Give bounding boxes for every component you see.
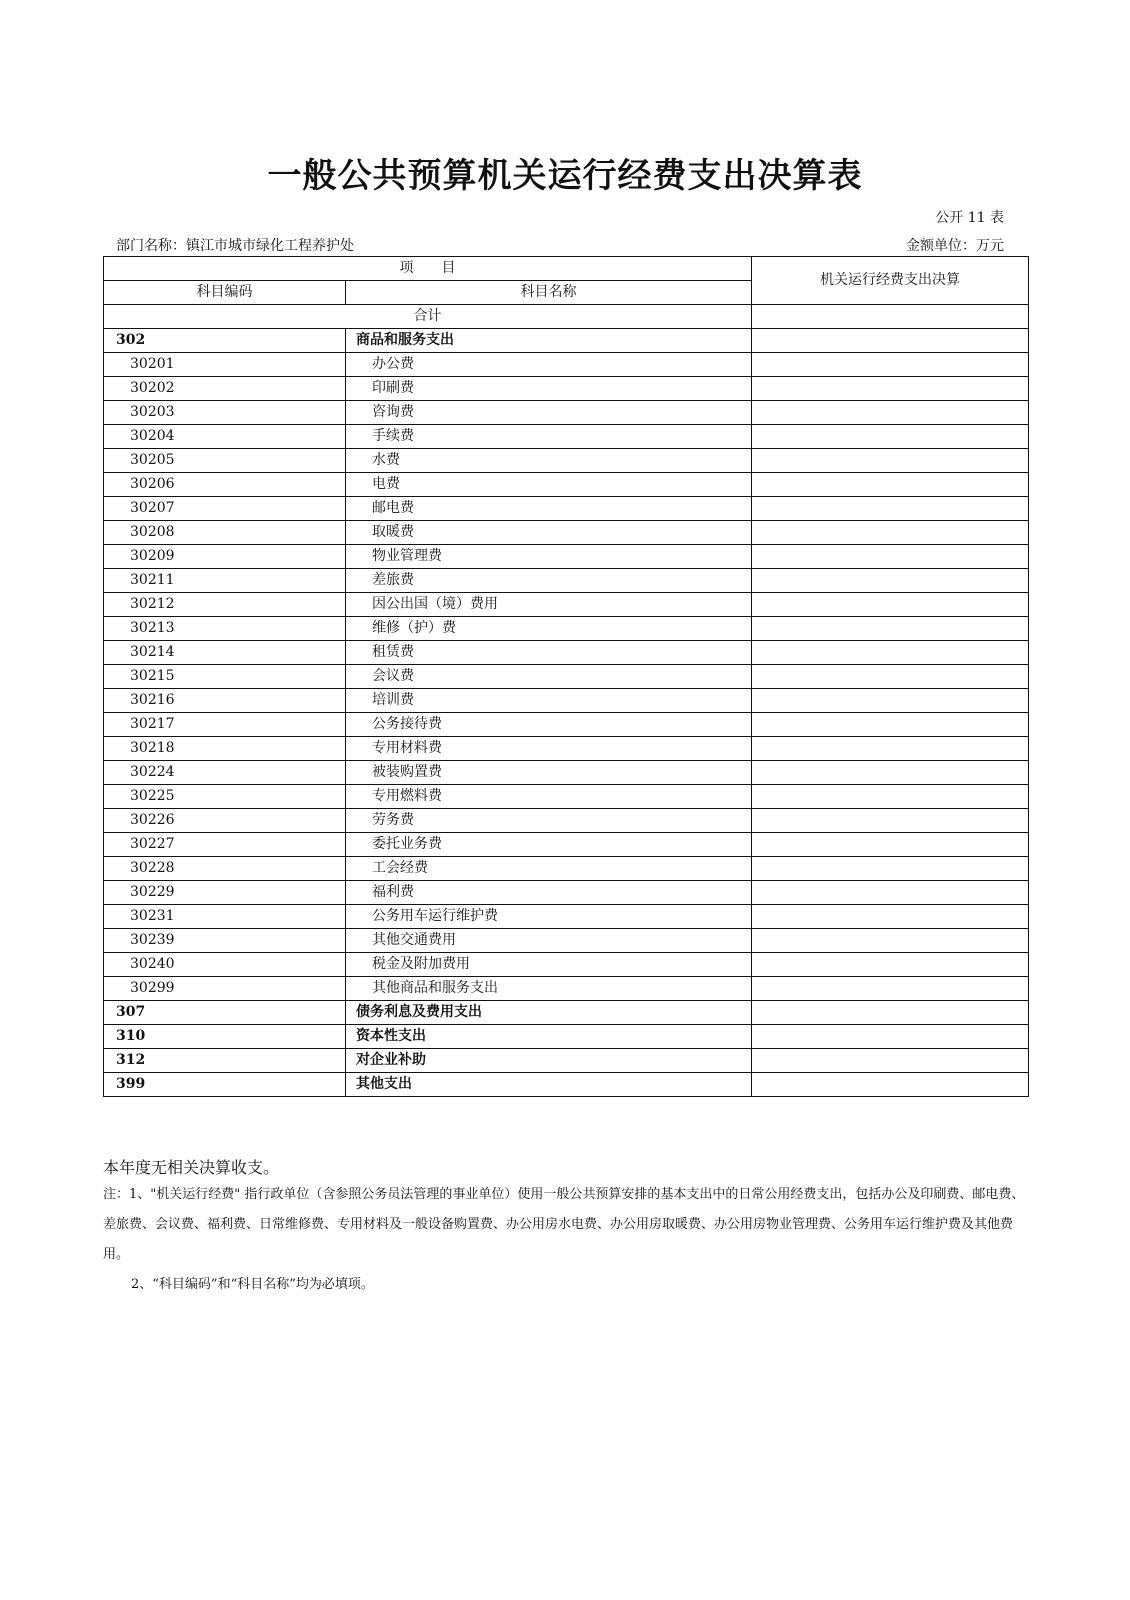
subject-name: 其他交通费用 [346,929,752,953]
table-row [104,881,1029,905]
table-row [104,929,1029,953]
table-row [104,569,1029,593]
subject-code: 30208 [104,521,346,545]
subject-code: 30211 [104,569,346,593]
subject-code: 30201 [104,353,346,377]
amount-cell [752,1073,1029,1097]
subject-code: 30227 [104,833,346,857]
amount-cell [752,761,1029,785]
subject-name: 电费 [346,473,752,497]
subject-code: 307 [104,1001,346,1025]
note-1: 注：1、"机关运行经费" 指行政单位（含参照公务员法管理的事业单位）使用一般公共预算安排的基本支出中的日常公用经费支出，包括办公及印刷费、邮电费、差旅费、会议费、福利费、日常维修费、专用材料及一般设备购置费、办公用房水电费、办公用房取暖费、办公用房物业管理费、公务用车运行维护费及其他费用。 [103,1187,1025,1262]
subject-name: 福利费 [346,881,752,905]
table-row [104,833,1029,857]
department-name: 部门名称：镇江市城市绿化工程养护处 [116,238,354,254]
subject-code: 30218 [104,737,346,761]
subject-code: 30240 [104,953,346,977]
amount-cell [752,329,1029,353]
amount-cell [752,593,1029,617]
amount-cell [752,617,1029,641]
subject-code: 30203 [104,401,346,425]
subject-name: 水费 [346,449,752,473]
table-row [104,713,1029,737]
amount-cell [752,497,1029,521]
form-number: 公开 11 表 [935,210,1004,226]
table-row [104,521,1029,545]
expenditure-table [103,256,1029,1097]
subject-code: 310 [104,1025,346,1049]
subject-name: 培训费 [346,689,752,713]
table-row [104,785,1029,809]
header-code: 科目编码 [104,281,346,305]
subject-code: 30225 [104,785,346,809]
table-row [104,353,1029,377]
table-row [104,473,1029,497]
subject-code: 30202 [104,377,346,401]
header-item: 项 目 [104,257,752,281]
subject-name: 因公出国（境）费用 [346,593,752,617]
table-row [104,977,1029,1001]
subject-name: 维修（护）费 [346,617,752,641]
subject-code: 30214 [104,641,346,665]
amount-cell [752,689,1029,713]
amount-cell [752,377,1029,401]
subject-name: 商品和服务支出 [346,329,752,353]
total-amount [752,305,1029,329]
subject-code: 30209 [104,545,346,569]
table-row [104,1025,1029,1049]
amount-cell [752,665,1029,689]
subject-name: 税金及附加费用 [346,953,752,977]
note-2: 2、“科目编码”和“科目名称”均为必填项。 [131,1277,374,1292]
page-title: 一般公共预算机关运行经费支出决算表 [267,156,863,196]
subject-code: 30229 [104,881,346,905]
table-row [104,1001,1029,1025]
amount-cell [752,641,1029,665]
amount-cell [752,1025,1029,1049]
amount-cell [752,1001,1029,1025]
subject-name: 印刷费 [346,377,752,401]
no-data-statement: 本年度无相关决算收支。 [103,1158,280,1177]
subject-code: 30224 [104,761,346,785]
subject-code: 30215 [104,665,346,689]
subject-name: 租赁费 [346,641,752,665]
amount-cell [752,881,1029,905]
subject-code: 30206 [104,473,346,497]
amount-cell [752,521,1029,545]
table-row [104,641,1029,665]
subject-name: 差旅费 [346,569,752,593]
subject-name: 专用燃料费 [346,785,752,809]
subject-name: 债务利息及费用支出 [346,1001,752,1025]
subject-name: 办公费 [346,353,752,377]
subject-code: 312 [104,1049,346,1073]
subject-name: 被装购置费 [346,761,752,785]
subject-name: 对企业补助 [346,1049,752,1073]
table-row [104,1073,1029,1097]
total-label: 合计 [104,305,752,329]
table-row [104,953,1029,977]
subject-name: 咨询费 [346,401,752,425]
amount-cell [752,401,1029,425]
amount-cell [752,449,1029,473]
subject-name: 手续费 [346,425,752,449]
subject-name: 物业管理费 [346,545,752,569]
table-row [104,497,1029,521]
table-row [104,377,1029,401]
table-row [104,689,1029,713]
subject-name: 公务用车运行维护费 [346,905,752,929]
subject-code: 30299 [104,977,346,1001]
subject-code: 30204 [104,425,346,449]
table-row [104,449,1029,473]
table-row [104,809,1029,833]
table-row [104,401,1029,425]
subject-code: 30228 [104,857,346,881]
subject-code: 30213 [104,617,346,641]
subject-name: 工会经费 [346,857,752,881]
subject-name: 专用材料费 [346,737,752,761]
table-row [104,1049,1029,1073]
subject-code: 302 [104,329,346,353]
amount-cell [752,953,1029,977]
table-row [104,593,1029,617]
subject-code: 30226 [104,809,346,833]
amount-cell [752,785,1029,809]
subject-name: 委托业务费 [346,833,752,857]
table-row [104,737,1029,761]
table-row [104,329,1029,353]
table-row [104,617,1029,641]
amount-unit: 金额单位：万元 [906,238,1004,254]
subject-code: 30207 [104,497,346,521]
subject-code: 30212 [104,593,346,617]
subject-code: 30216 [104,689,346,713]
subject-name: 其他支出 [346,1073,752,1097]
subject-code: 30217 [104,713,346,737]
header-amount: 机关运行经费支出决算 [752,257,1029,305]
amount-cell [752,473,1029,497]
subject-name: 劳务费 [346,809,752,833]
table-row [104,761,1029,785]
subject-code: 30231 [104,905,346,929]
amount-cell [752,737,1029,761]
amount-cell [752,929,1029,953]
amount-cell [752,809,1029,833]
table-row [104,905,1029,929]
amount-cell [752,353,1029,377]
header-row-item [104,257,1029,281]
total-row [104,305,1029,329]
amount-cell [752,425,1029,449]
table-row [104,425,1029,449]
amount-cell [752,569,1029,593]
table-row [104,545,1029,569]
table-row [104,665,1029,689]
amount-cell [752,977,1029,1001]
amount-cell [752,857,1029,881]
subject-name: 公务接待费 [346,713,752,737]
subject-name: 取暖费 [346,521,752,545]
header-name: 科目名称 [346,281,752,305]
subject-code: 30205 [104,449,346,473]
amount-cell [752,833,1029,857]
subject-code: 30239 [104,929,346,953]
subject-name: 邮电费 [346,497,752,521]
amount-cell [752,713,1029,737]
subject-name: 会议费 [346,665,752,689]
amount-cell [752,545,1029,569]
subject-name: 其他商品和服务支出 [346,977,752,1001]
table-row [104,857,1029,881]
subject-code: 399 [104,1073,346,1097]
subject-name: 资本性支出 [346,1025,752,1049]
amount-cell [752,1049,1029,1073]
amount-cell [752,905,1029,929]
